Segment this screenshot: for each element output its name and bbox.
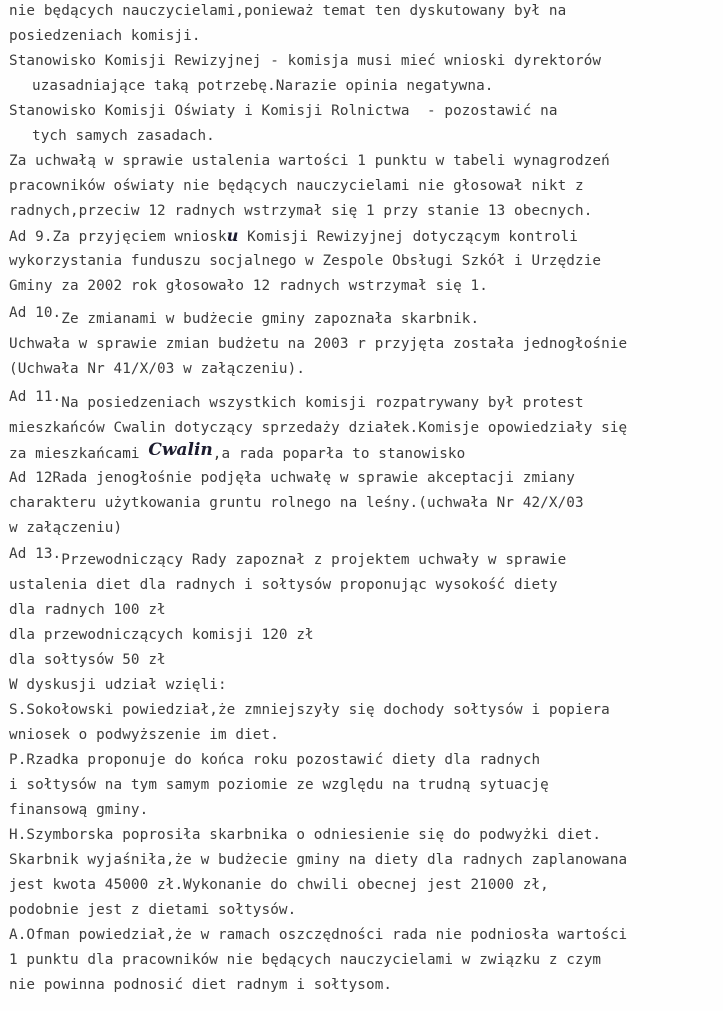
agenda-marker: Ad 10. — [9, 305, 62, 321]
text-line: Ad 12Rada jenogłośnie podjęła uchwałę w sprawie akceptacji zmiany — [9, 470, 575, 486]
text-line: Gminy za 2002 rok głosowało 12 radnych wstrzymał się 1. — [9, 278, 488, 294]
text-line: Za uchwałą w sprawie ustalenia wartości 1 punktu w tabeli wynagrodzeń — [9, 153, 610, 169]
text-line: P.Rzadka proponuje do końca roku pozostawić diety dla radnych — [9, 752, 541, 768]
text-line — [9, 440, 466, 463]
text-line: tych samych zasadach. — [32, 128, 215, 144]
text-line: Stanowisko Komisji Oświaty i Komisji Rolnictwa - pozostawić na — [9, 103, 558, 119]
text-line: Stanowisko Komisji Rewizyjnej - komisja musi mieć wnioski dyrektorów — [9, 53, 602, 69]
text-line: uzasadniające taką potrzebę.Narazie opinia negatywna. — [32, 78, 494, 94]
text-line: nie powinna podnosić diet radnym i sołtysom. — [9, 977, 393, 993]
text-line — [9, 305, 480, 328]
text-line: w załączeniu) — [9, 520, 123, 536]
text-line: S.Sokołowski powiedział,że zmniejszyły się dochody sołtysów i popiera — [9, 702, 610, 718]
text-line: nie będących nauczycielami,ponieważ temat ten dyskutowany był na — [9, 3, 567, 19]
text-line: pracowników oświaty nie będących nauczycielami nie głosował nikt z — [9, 178, 584, 194]
typed-segment: Komisji Rewizyjnej dotyczącym kontroli — [238, 229, 579, 245]
text-line: dla przewodniczących komisji 120 zł — [9, 627, 314, 643]
text-line: wniosek o podwyższenie im diet. — [9, 727, 279, 743]
text-line: charakteru użytkowania gruntu rolnego na leśny.(uchwała Nr 42/X/03 — [9, 495, 584, 511]
text-line: A.Ofman powiedział,że w ramach oszczędności rada nie podniosła wartości — [9, 927, 628, 943]
text-line — [9, 546, 567, 569]
text-line: dla sołtysów 50 zł — [9, 652, 166, 668]
text-line: Skarbnik wyjaśniła,że w budżecie gminy na diety dla radnych zaplanowana — [9, 852, 628, 868]
text-line: podobnie jest z dietami sołtysów. — [9, 902, 297, 918]
typed-segment: Na posiedzeniach wszystkich komisji rozpatrywany był protest — [61, 395, 584, 411]
text-line: finansową gminy. — [9, 802, 149, 818]
typed-segment: ,a rada poparła to stanowisko — [212, 446, 466, 462]
agenda-marker: Ad 13. — [9, 546, 62, 562]
typed-segment: Przewodniczący Rady zapoznał z projektem uchwały w sprawie — [61, 552, 567, 568]
text-line: posiedzeniach komisji. — [9, 28, 201, 44]
text-line: i sołtysów na tym samym poziomie ze względu na trudną sytuację — [9, 777, 549, 793]
text-line: ustalenia diet dla radnych i sołtysów proponując wysokość diety — [9, 577, 558, 593]
text-line: 1 punktu dla pracowników nie będących nauczycielami w związku z czym — [9, 952, 602, 968]
text-line — [9, 389, 584, 412]
text-line: dla radnych 100 zł — [9, 602, 166, 618]
text-line: H.Szymborska poprosiła skarbnika o odniesienie się do podwyżki diet. — [9, 827, 602, 843]
handwritten-correction: u — [226, 226, 239, 245]
handwritten-insertion: Cwalin — [148, 440, 213, 460]
agenda-marker: Ad 11. — [9, 389, 62, 405]
text-line: jest kwota 45000 zł.Wykonanie do chwili obecnej jest 21000 zł, — [9, 877, 549, 893]
text-line: Uchwała w sprawie zmian budżetu na 2003 r przyjęta została jednogłośnie — [9, 336, 628, 352]
text-line: mieszkańców Cwalin dotyczący sprzedaży działek.Komisje opowiedziały się — [9, 420, 628, 436]
typed-segment: Ad 9.Za przyjęciem wniosk — [9, 229, 227, 245]
text-line — [9, 227, 578, 246]
text-line: radnych,przeciw 12 radnych wstrzymał się 1 przy stanie 13 obecnych. — [9, 203, 593, 219]
text-line: wykorzystania funduszu socjalnego w Zespole Obsługi Szkół i Urzędzie — [9, 253, 602, 269]
typed-segment: Ze zmianami w budżecie gminy zapoznała skarbnik. — [61, 311, 480, 327]
typed-segment: za mieszkańcami — [9, 446, 149, 462]
text-line: W dyskusji udział wzięli: — [9, 677, 227, 693]
text-line: (Uchwała Nr 41/X/03 w załączeniu). — [9, 361, 306, 377]
